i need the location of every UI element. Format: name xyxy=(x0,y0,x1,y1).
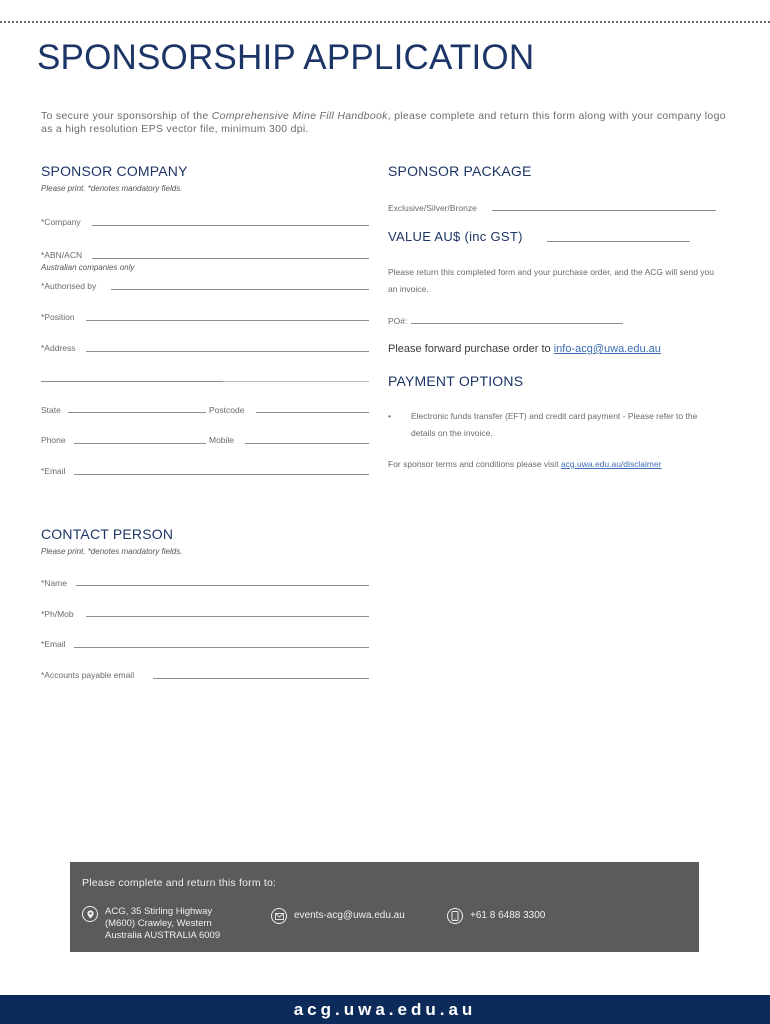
top-dotted-border xyxy=(0,21,770,23)
contact-name-label: *Name xyxy=(41,578,67,588)
accounts-payable-label: *Accounts payable email xyxy=(41,670,135,680)
address-label: *Address xyxy=(41,343,76,353)
postcode-label: Postcode xyxy=(209,405,245,415)
postcode-field[interactable] xyxy=(256,412,369,413)
address-divider xyxy=(223,381,369,382)
payment-bullet-text: Electronic funds transfer (EFT) and credit card payment - Please refer to the details on the invoice. xyxy=(411,411,698,438)
position-label: *Position xyxy=(41,312,75,322)
address-line-3: Australia AUSTRALIA 6009 xyxy=(105,930,221,941)
return-instructions: Please return this completed form and your purchase order, and the ACG will send you an invoice. xyxy=(388,267,715,294)
return-info-box xyxy=(70,862,699,952)
forward-email-link[interactable]: info-acg@uwa.edu.au xyxy=(553,343,661,355)
address-text xyxy=(105,906,220,942)
po-label: PO#: xyxy=(388,316,408,326)
value-label: VALUE AU$ (inc GST) xyxy=(388,229,523,244)
location-icon xyxy=(82,906,98,922)
terms-prefix: For sponsor terms and conditions please visit xyxy=(388,459,561,469)
contact-email-label: *Email xyxy=(41,639,66,649)
forward-purchase-order xyxy=(388,343,661,355)
bottom-bar xyxy=(0,995,770,1024)
accounts-payable-field[interactable] xyxy=(153,678,369,679)
phone-block xyxy=(447,908,545,924)
address-field-line2[interactable] xyxy=(41,381,223,382)
return-info-title: Please complete and return this form to: xyxy=(82,877,277,889)
authorised-by-label: *Authorised by xyxy=(41,281,97,291)
package-level-field[interactable] xyxy=(492,210,716,211)
footer-phone[interactable]: +61 8 6488 3300 xyxy=(470,910,546,921)
contact-phone-field[interactable] xyxy=(86,616,369,617)
contact-email-field[interactable] xyxy=(74,647,369,648)
mail-icon xyxy=(271,908,287,924)
bullet-marker: • xyxy=(388,411,391,421)
payment-options-heading: PAYMENT OPTIONS xyxy=(388,373,524,389)
page-title: SPONSORSHIP APPLICATION xyxy=(37,38,535,77)
position-field[interactable] xyxy=(86,320,369,321)
contact-name-field[interactable] xyxy=(76,585,369,586)
mobile-label: Mobile xyxy=(209,435,235,445)
value-field[interactable] xyxy=(547,241,690,242)
contact-person-heading: CONTACT PERSON xyxy=(41,526,174,542)
phone-label: Phone xyxy=(41,435,66,445)
address-block xyxy=(82,906,220,942)
state-field[interactable] xyxy=(68,412,206,413)
footer-email[interactable]: events-acg@uwa.edu.au xyxy=(294,910,405,921)
address-field[interactable] xyxy=(86,351,369,352)
sponsor-company-heading: SPONSOR COMPANY xyxy=(41,163,188,179)
email-field[interactable] xyxy=(74,474,369,475)
address-line-1: ACG, 35 Stirling Highway xyxy=(105,906,213,917)
phone-icon xyxy=(447,908,463,924)
company-label: *Company xyxy=(41,217,81,227)
contact-person-note: Please print. *denotes mandatory fields. xyxy=(41,547,183,556)
intro-text-start: To secure your sponsorship of the xyxy=(41,109,212,122)
intro-text-end: , please complete and return this form along with your company logo as a high resolution EPS vector file, minimum 300 dpi. xyxy=(41,109,726,135)
state-label: State xyxy=(41,405,61,415)
package-level-label: Exclusive/Silver/Bronze xyxy=(388,203,477,213)
phone-field[interactable] xyxy=(74,443,206,444)
abn-note: Australian companies only xyxy=(41,263,135,272)
sponsor-company-note: Please print. *denotes mandatory fields. xyxy=(41,184,183,193)
sponsor-package-heading: SPONSOR PACKAGE xyxy=(388,163,532,179)
authorised-by-field[interactable] xyxy=(111,289,369,290)
address-line-2: (M600) Crawley, Western xyxy=(105,918,212,929)
mobile-field[interactable] xyxy=(245,443,369,444)
email-block xyxy=(271,908,405,924)
abn-label: *ABN/ACN xyxy=(41,250,83,260)
company-field[interactable] xyxy=(92,225,369,226)
forward-text: Please forward purchase order to xyxy=(388,343,554,355)
terms-link[interactable]: acg.uwa.edu.au/disclaimer xyxy=(560,459,662,469)
intro-paragraph xyxy=(41,110,731,136)
contact-phone-label: *Ph/Mob xyxy=(41,609,74,619)
terms-text xyxy=(388,456,728,473)
email-label: *Email xyxy=(41,466,66,476)
website-link[interactable]: acg.uwa.edu.au xyxy=(293,999,477,1019)
abn-field[interactable] xyxy=(92,258,369,259)
po-field[interactable] xyxy=(411,323,623,324)
intro-book-title: Comprehensive Mine Fill Handbook xyxy=(211,109,388,122)
